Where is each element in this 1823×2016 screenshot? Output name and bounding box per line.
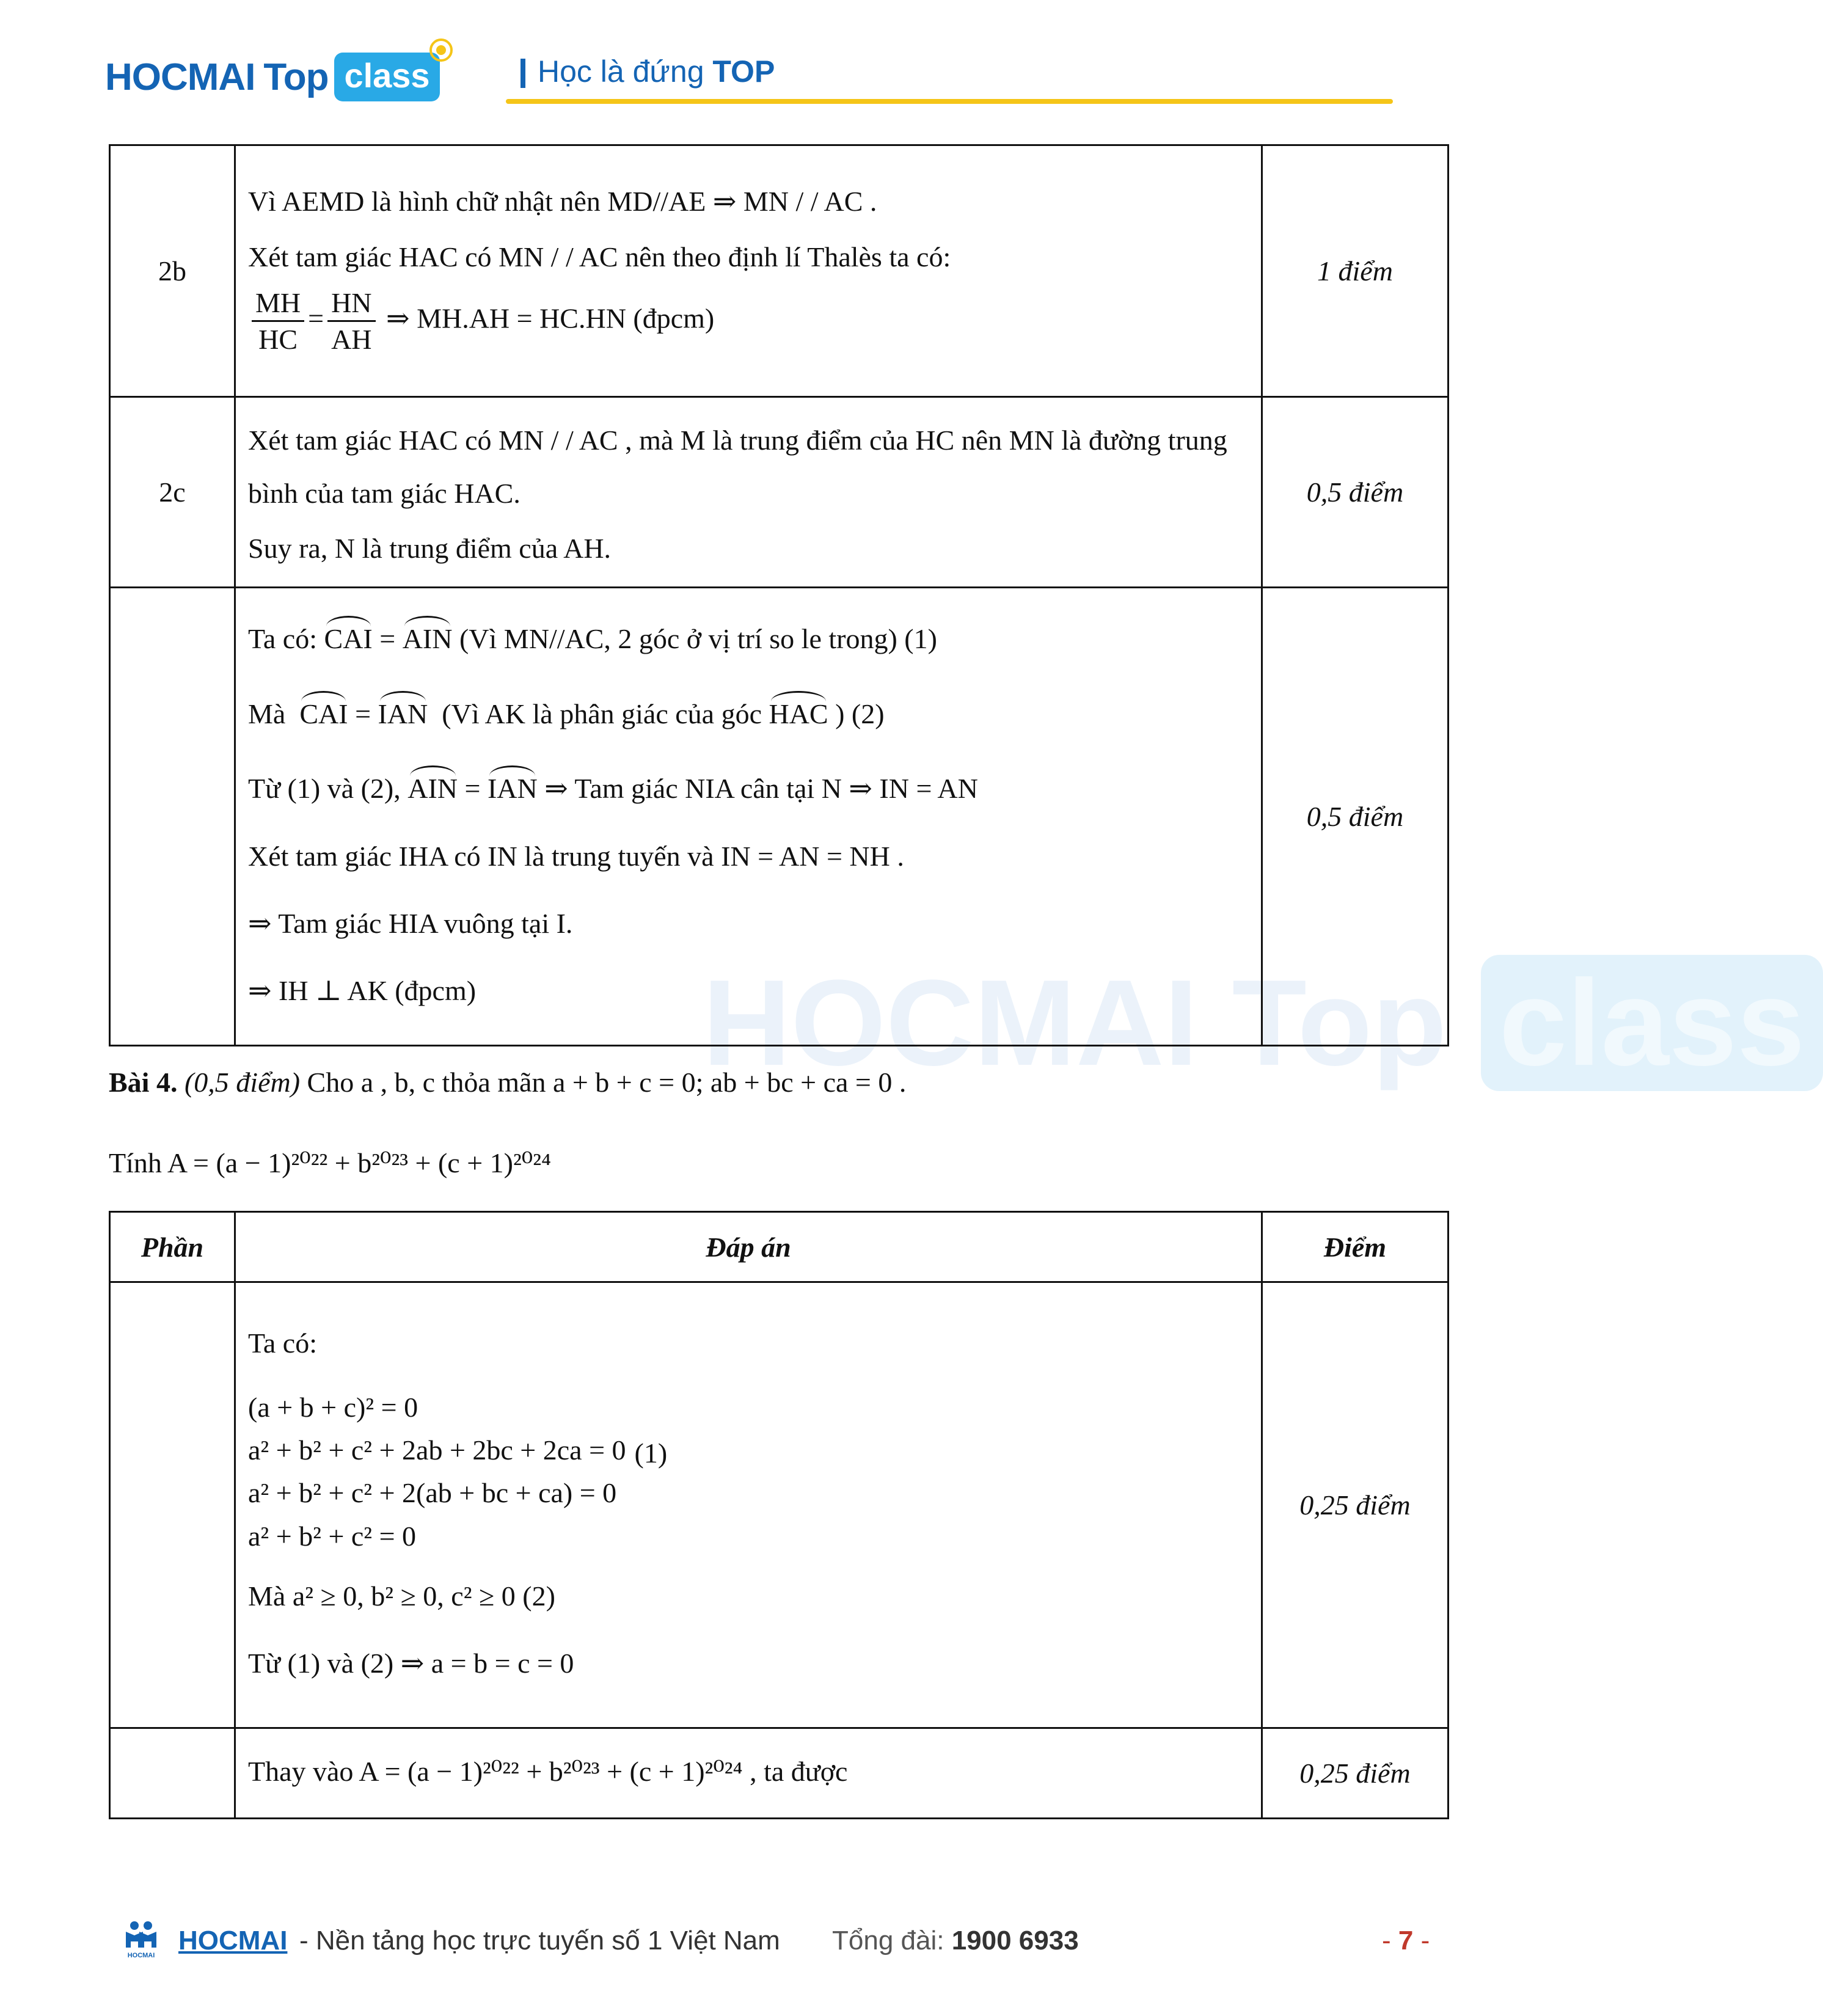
page-prefix: - xyxy=(1382,1926,1391,1956)
hotline-label: Tổng đài: xyxy=(832,1926,944,1956)
part-cell: 2b xyxy=(110,145,235,397)
angle: AIN xyxy=(403,619,453,659)
table-row xyxy=(110,588,1449,1046)
angle: CAI xyxy=(299,695,348,734)
page-suffix: - xyxy=(1420,1926,1430,1956)
answer-line: Mà CAI = IAN (Vì AK là phân giác của góc HAC ) (2) xyxy=(248,695,1249,734)
score-cell: 0,25 điểm xyxy=(1262,1282,1449,1728)
line-suffix: ) (2) xyxy=(835,698,885,729)
answer-line: Ta có: xyxy=(248,1328,318,1359)
table-row xyxy=(110,1728,1449,1819)
angle: IAN xyxy=(378,695,428,734)
line-suffix: (Vì MN//AC, 2 góc ở vị trí so le trong) (1) xyxy=(459,623,937,655)
table-row xyxy=(110,1282,1449,1728)
logo-hocmai-text: HOCMAI xyxy=(105,56,255,98)
header-underline xyxy=(506,99,1393,104)
answer-line: ⇒ Tam giác HIA vuông tại I. xyxy=(248,907,573,939)
score-cell: 0,5 điểm xyxy=(1262,397,1449,588)
answer-line: Xét tam giác IHA có IN là trung tuyến và IN = AN = NH . xyxy=(248,840,904,872)
problem-4-compute: Tính A = (a − 1)²⁰²² + b²⁰²³ + (c + 1)²⁰²⁴ xyxy=(109,1147,552,1178)
equation-line: a² + b² + c² = 0 xyxy=(248,1520,417,1552)
header-score: Điểm xyxy=(1262,1212,1449,1282)
table-header-row xyxy=(110,1212,1449,1282)
fraction-denominator: HC xyxy=(258,324,298,356)
hocmai-people-icon xyxy=(120,1918,163,1961)
tagline-emphasis: TOP xyxy=(712,54,775,89)
answer-line: Vì AEMD là hình chữ nhật nên MD//AE ⇒ MN / / AC . xyxy=(248,186,877,217)
fraction-denominator: AH xyxy=(331,324,372,356)
answer-cell xyxy=(235,145,1262,397)
problem-4-statement xyxy=(109,1066,906,1098)
watermark-text: HOCMAI Top xyxy=(703,955,1447,1091)
star-icon xyxy=(429,38,453,62)
answer-line: Xét tam giác HAC có MN / / AC nên theo định lí Thalès ta có: xyxy=(248,241,951,272)
footer-hotline xyxy=(832,1926,1079,1956)
thales-equation: $\frac{MH}{HC}$ = $\frac{HN}{AH}$ ⇒ MH.AH = HC.HN (đpcm) xyxy=(248,285,1249,357)
part-cell xyxy=(110,1728,235,1819)
page-number xyxy=(1382,1926,1430,1956)
angle: HAC xyxy=(769,695,828,734)
equation-line: a² + b² + c² + 2ab + 2bc + 2ca = 0 xyxy=(248,1434,626,1466)
answer-line: Suy ra, N là trung điểm của AH. xyxy=(248,532,612,564)
answer-line: ⇒ IH ⊥ AK (đpcm) xyxy=(248,975,477,1007)
angle: CAI xyxy=(324,619,373,659)
page-header xyxy=(0,0,1558,122)
equation-tail: ⇒ MH.AH = HC.HN (đpcm) xyxy=(386,302,715,334)
tagline-prefix: Học là đứng xyxy=(538,54,704,89)
fraction xyxy=(327,285,375,357)
equation-line: (a + b + c)² = 0 xyxy=(248,1391,418,1423)
fraction-numerator: MH xyxy=(252,285,304,323)
hocmai-topclass-logo xyxy=(105,53,440,101)
part-cell: 2c xyxy=(110,397,235,588)
equation-tag: (1) xyxy=(634,1437,668,1469)
line-prefix: Ta có: xyxy=(248,623,318,655)
header-part: Phần xyxy=(110,1212,235,1282)
answer-line: Ta có: CAI = AIN (Vì MN//AC, 2 góc ở vị trí so le trong) (1) xyxy=(248,619,1249,659)
logo-class-text: class xyxy=(344,56,430,95)
fraction xyxy=(252,285,304,357)
answer-cell xyxy=(235,588,1262,1046)
angle: AIN xyxy=(407,769,458,808)
table-row xyxy=(110,145,1449,397)
answer-cell xyxy=(235,1282,1262,1728)
score-cell: 0,5 điểm xyxy=(1262,588,1449,1046)
answer-cell xyxy=(235,397,1262,588)
answer-table-2 xyxy=(109,1211,1449,1819)
line-suffix: ⇒ Tam giác NIA cân tại N ⇒ IN = AN xyxy=(544,773,978,805)
fraction-numerator: HN xyxy=(327,285,375,323)
score-cell: 0,25 điểm xyxy=(1262,1728,1449,1819)
watermark-class: class xyxy=(1481,955,1823,1091)
hotline-number: 1900 6933 xyxy=(951,1926,1079,1956)
header-answer: Đáp án xyxy=(235,1212,1262,1282)
equation-system xyxy=(248,1384,1249,1560)
table-row xyxy=(110,397,1449,588)
angle: IAN xyxy=(488,769,538,808)
part-cell xyxy=(110,588,235,1046)
problem-text: Cho a , b, c thỏa mãn a + b + c = 0; ab + bc + ca = 0 . xyxy=(307,1067,907,1098)
footer-brand-link[interactable]: HOCMAI xyxy=(178,1926,288,1956)
answer-line: Mà a² ≥ 0, b² ≥ 0, c² ≥ 0 (2) xyxy=(248,1580,555,1612)
line-prefix: Mà xyxy=(248,698,286,729)
line-middle: (Vì AK là phân giác của góc xyxy=(442,698,762,729)
tagline-divider xyxy=(521,59,525,88)
answer-line: Xét tam giác HAC có MN / / AC , mà M là trung điểm của HC nên MN là đường trung bình của tam giác HAC. xyxy=(248,424,1227,509)
problem-points: (0,5 điểm) xyxy=(184,1067,301,1098)
problem-title: Bài 4. xyxy=(109,1067,178,1098)
line-prefix: Từ (1) và (2), xyxy=(248,773,401,805)
answer-cell: Thay vào A = (a − 1)²⁰²² + b²⁰²³ + (c + 1)²⁰²⁴ , ta được xyxy=(235,1728,1262,1819)
icon-label: HOCMAI xyxy=(127,1952,155,1959)
logo-top-text: Top xyxy=(263,56,329,98)
answer-table-1 xyxy=(109,144,1449,1046)
answer-line: Từ (1) và (2), AIN = IAN ⇒ Tam giác NIA cân tại N ⇒ IN = AN xyxy=(248,769,1249,808)
tagline xyxy=(538,54,775,89)
footer-description: - Nền tảng học trực tuyến số 1 Việt Nam xyxy=(299,1926,780,1956)
equation-line: a² + b² + c² + 2(ab + bc + ca) = 0 xyxy=(248,1477,617,1509)
part-cell xyxy=(110,1282,235,1728)
logo-class-badge xyxy=(334,53,439,101)
page-value: 7 xyxy=(1398,1926,1414,1956)
answer-line: Từ (1) và (2) ⇒ a = b = c = 0 xyxy=(248,1648,574,1679)
score-cell: 1 điểm xyxy=(1262,145,1449,397)
page-footer xyxy=(0,1918,1558,1967)
